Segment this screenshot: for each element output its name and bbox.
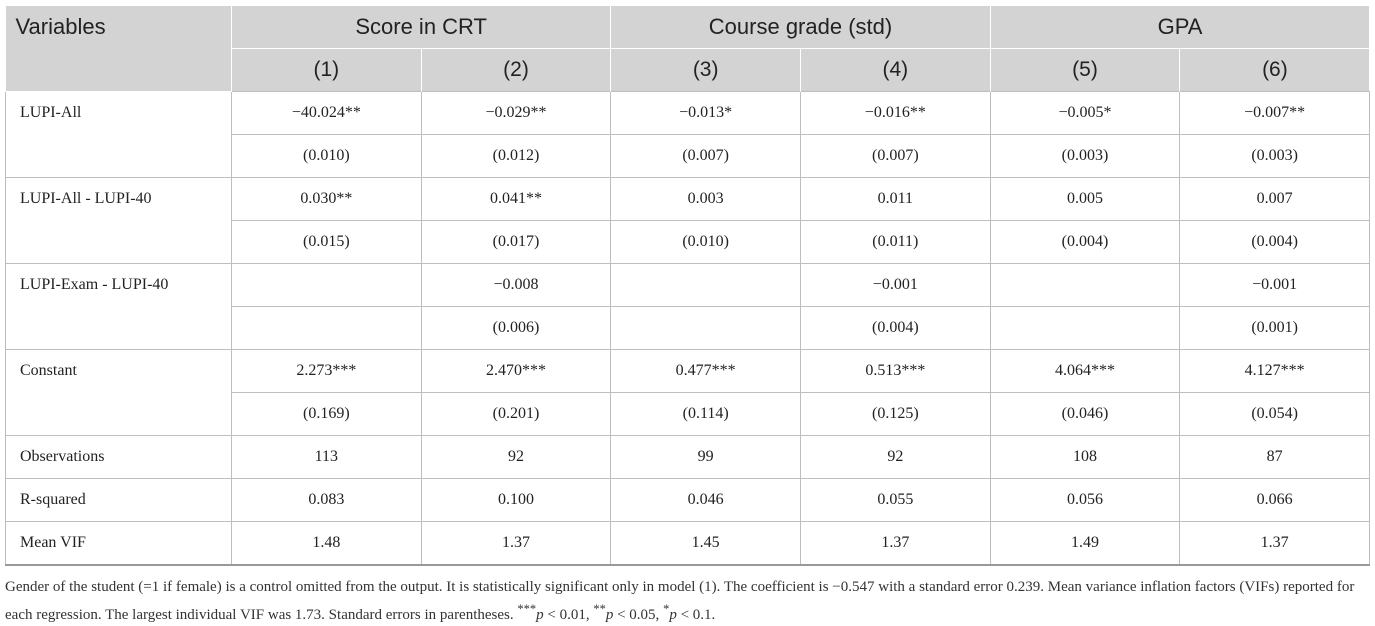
stat-cell: 99: [611, 436, 801, 479]
se-cell: (0.004): [1180, 221, 1370, 264]
stat-cell: 1.37: [800, 522, 990, 566]
coef-cell: 4.127***: [1180, 350, 1370, 393]
coef-cell: [611, 264, 801, 307]
sig-threshold-3: < 0.1.: [676, 607, 716, 623]
p-symbol-3: p: [669, 607, 677, 623]
stat-cell: 1.48: [232, 522, 422, 566]
se-cell: (0.012): [421, 135, 611, 178]
variables-header: Variables: [6, 6, 232, 92]
se-cell: (0.114): [611, 393, 801, 436]
regression-table: [5, 6, 1370, 566]
coef-row: [6, 350, 1370, 393]
coef-cell: −0.013*: [611, 92, 801, 135]
stat-cell: 92: [800, 436, 990, 479]
stat-cell: 1.37: [1180, 522, 1370, 566]
stat-row: [6, 522, 1370, 566]
coef-cell: 0.011: [800, 178, 990, 221]
sig-threshold-1: < 0.01,: [543, 607, 594, 623]
stat-cell: 1.45: [611, 522, 801, 566]
se-cell: (0.046): [990, 393, 1180, 436]
coef-cell: 0.007: [1180, 178, 1370, 221]
se-cell: (0.004): [990, 221, 1180, 264]
coef-cell: −0.016**: [800, 92, 990, 135]
se-cell: (0.125): [800, 393, 990, 436]
stat-label: Mean VIF: [6, 522, 232, 566]
coef-cell: −0.007**: [1180, 92, 1370, 135]
group-header-gpa: GPA: [990, 6, 1369, 49]
se-cell: (0.006): [421, 307, 611, 350]
stat-cell: 113: [232, 436, 422, 479]
model-header-1: (1): [232, 49, 422, 92]
stat-row: [6, 436, 1370, 479]
se-cell: (0.017): [421, 221, 611, 264]
coef-cell: −40.024**: [232, 92, 422, 135]
se-cell: (0.015): [232, 221, 422, 264]
model-header-2: (2): [421, 49, 611, 92]
coef-cell: 0.003: [611, 178, 801, 221]
coef-cell: 0.041**: [421, 178, 611, 221]
se-cell: (0.054): [1180, 393, 1370, 436]
sig-stars-1: ***: [517, 602, 537, 616]
coef-cell: 2.470***: [421, 350, 611, 393]
p-symbol-2: p: [605, 607, 614, 623]
regression-table-container: [5, 6, 1369, 626]
se-cell: (0.201): [421, 393, 611, 436]
coef-cell: 4.064***: [990, 350, 1180, 393]
group-header-course-grade: Course grade (std): [611, 6, 990, 49]
coef-cell: 0.030**: [232, 178, 422, 221]
coef-cell: −0.008: [421, 264, 611, 307]
se-cell: (0.004): [800, 307, 990, 350]
stat-cell: 1.49: [990, 522, 1180, 566]
se-cell: (0.007): [800, 135, 990, 178]
se-cell: (0.003): [1180, 135, 1370, 178]
stat-label: R-squared: [6, 479, 232, 522]
coef-cell: 0.477***: [611, 350, 801, 393]
coef-cell: −0.001: [1180, 264, 1370, 307]
stat-row: [6, 479, 1370, 522]
se-cell: (0.001): [1180, 307, 1370, 350]
coef-cell: [990, 264, 1180, 307]
group-header-crt: Score in CRT: [232, 6, 611, 49]
coef-cell: 0.005: [990, 178, 1180, 221]
coef-cell: 0.513***: [800, 350, 990, 393]
se-cell: (0.003): [990, 135, 1180, 178]
stat-cell: 1.37: [421, 522, 611, 566]
coef-cell: −0.029**: [421, 92, 611, 135]
sig-stars-3: *: [663, 602, 670, 616]
se-cell: (0.169): [232, 393, 422, 436]
model-header-4: (4): [800, 49, 990, 92]
coef-cell: 2.273***: [232, 350, 422, 393]
se-cell: (0.007): [611, 135, 801, 178]
stat-cell: 92: [421, 436, 611, 479]
coef-row: [6, 178, 1370, 221]
stat-cell: 0.056: [990, 479, 1180, 522]
footnote-text: Gender of the student (=1 if female) is a control omitted from the output. It is statistically significant only in model (1). The coefficient is −0.547 with a standard error 0.239. Mean variance inflation factors (VIFs) reported for each regression. The largest individual VIF was 1.73. Standard errors in parentheses.: [5, 579, 1355, 623]
row-label: LUPI-Exam - LUPI-40: [6, 264, 232, 350]
coef-row: [6, 92, 1370, 135]
coef-row: [6, 264, 1370, 307]
model-header-5: (5): [990, 49, 1180, 92]
stat-cell: 0.100: [421, 479, 611, 522]
table-footnote: [5, 576, 1369, 626]
model-header-3: (3): [611, 49, 801, 92]
stat-label: Observations: [6, 436, 232, 479]
sig-stars-2: **: [593, 602, 606, 616]
row-label: LUPI-All - LUPI-40: [6, 178, 232, 264]
se-cell: (0.010): [232, 135, 422, 178]
stat-cell: 0.066: [1180, 479, 1370, 522]
row-label: Constant: [6, 350, 232, 436]
coef-cell: [232, 264, 422, 307]
p-symbol-1: p: [536, 607, 544, 623]
se-cell: [611, 307, 801, 350]
stat-cell: 87: [1180, 436, 1370, 479]
se-cell: [232, 307, 422, 350]
coef-cell: −0.001: [800, 264, 990, 307]
stat-cell: 0.083: [232, 479, 422, 522]
table-body: [6, 92, 1370, 566]
se-cell: (0.010): [611, 221, 801, 264]
stat-cell: 0.046: [611, 479, 801, 522]
table-header: [6, 6, 1370, 92]
row-label: LUPI-All: [6, 92, 232, 178]
model-header-6: (6): [1180, 49, 1370, 92]
sig-threshold-2: < 0.05,: [613, 607, 664, 623]
se-cell: [990, 307, 1180, 350]
stat-cell: 0.055: [800, 479, 990, 522]
se-cell: (0.011): [800, 221, 990, 264]
coef-cell: −0.005*: [990, 92, 1180, 135]
stat-cell: 108: [990, 436, 1180, 479]
